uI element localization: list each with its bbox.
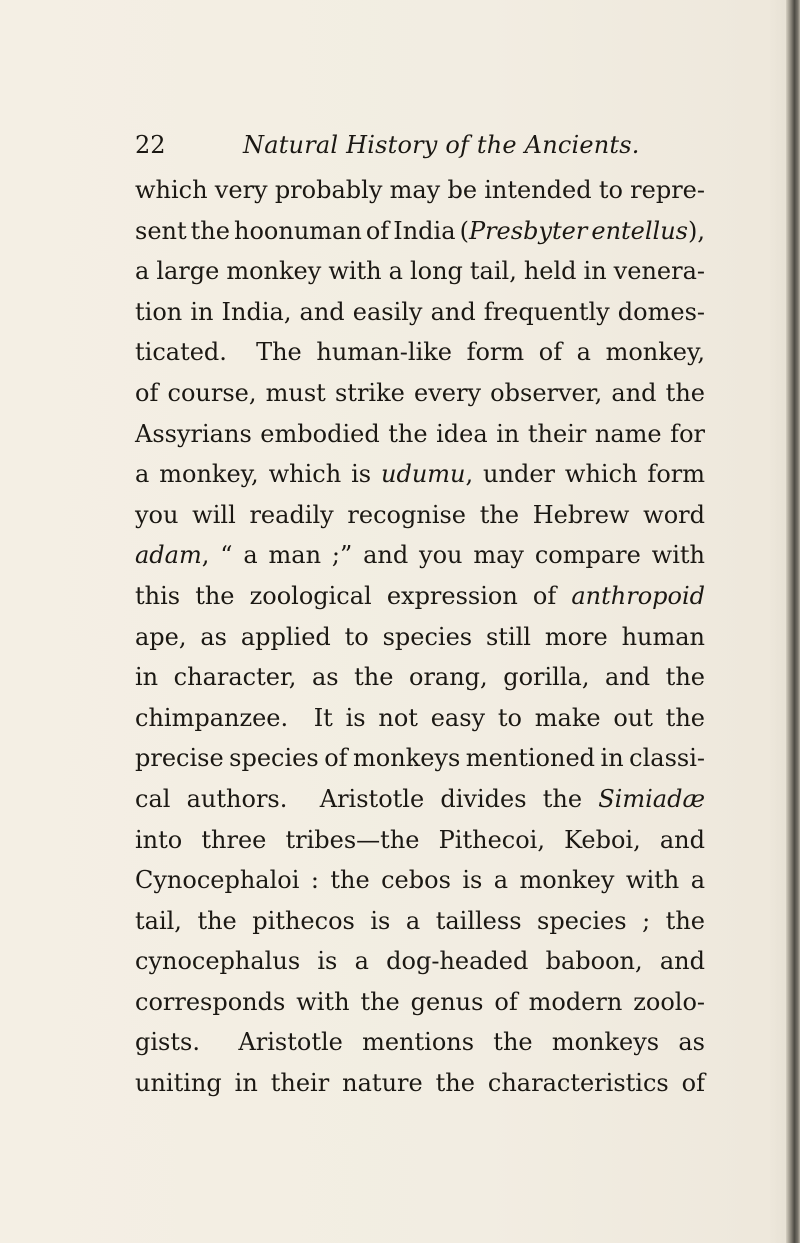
text-line: [135, 495, 705, 536]
line-text: uniting in their nature the characteristics of: [135, 1069, 705, 1098]
line-text: of course, must strike every observer, and the: [135, 378, 705, 407]
body-text: [135, 170, 705, 1104]
text-line: [135, 617, 705, 658]
text-line: [135, 982, 705, 1023]
text-line: [135, 414, 705, 455]
text-line: [135, 170, 705, 211]
text-line: [135, 1063, 705, 1104]
page-number: 22: [135, 131, 166, 159]
line-text: corresponds with the genus of modern zoolo-: [135, 987, 705, 1016]
line-text: which very probably may be intended to repre-: [135, 176, 705, 204]
italic-text: udumu: [381, 460, 466, 489]
line-text: cal authors. Aristotle divides the: [135, 784, 599, 813]
line-text: tail, the pithecos is a tailless species ; the: [135, 906, 705, 935]
line-text: this the zoological expression of: [135, 581, 572, 610]
text-line: [135, 535, 705, 576]
line-text: sent the hoonuman of India (: [135, 216, 469, 245]
text-line: [135, 860, 705, 901]
text-line: [135, 901, 705, 942]
text-line: [135, 738, 705, 779]
line-text: cynocephalus is a dog-headed baboon, and: [135, 947, 705, 976]
text-line: [135, 373, 705, 414]
text-line: [135, 251, 705, 292]
line-text: chimpanzee. It is not easy to make out the: [135, 703, 705, 732]
line-text: you will readily recognise the Hebrew word: [135, 500, 705, 529]
line-text: into three tribes—the Pithecoi, Keboi, and: [135, 825, 705, 854]
line-text: Assyrians embodied the idea in their name for: [135, 419, 705, 448]
line-text: tion in India, and easily and frequently domes-: [135, 297, 705, 326]
italic-text: adam: [135, 541, 202, 570]
text-line: [135, 332, 705, 373]
page-binding-edge: [786, 0, 800, 1243]
line-text: ),: [688, 216, 705, 245]
text-line: [135, 576, 705, 617]
line-text: in character, as the orang, gorilla, and the: [135, 663, 705, 692]
text-line: [135, 820, 705, 861]
italic-text: Simiadæ: [598, 784, 705, 813]
line-text: ape, as applied to species still more human: [135, 622, 705, 651]
italic-text: anthropoid: [571, 581, 705, 610]
running-title: Natural History of the Ancients.: [243, 131, 640, 159]
line-text: , under which form: [465, 460, 705, 489]
text-line: [135, 454, 705, 495]
text-line: [135, 292, 705, 333]
line-text: a large monkey with a long tail, held in venera-: [135, 257, 705, 286]
text-line: [135, 941, 705, 982]
text-line: [135, 779, 705, 820]
line-text: ticated. The human-like form of a monkey,: [135, 338, 705, 367]
text-line: [135, 698, 705, 739]
italic-text: Presbyter entellus: [468, 216, 688, 245]
line-text: a monkey, which is: [135, 460, 381, 489]
line-text: Cynocephaloi : the cebos is a monkey with a: [135, 866, 705, 895]
running-head: [135, 128, 665, 162]
line-text: , “ a man ;” and you may compare with: [201, 541, 705, 570]
text-line: [135, 657, 705, 698]
line-text: precise species of monkeys mentioned in classi-: [135, 744, 705, 773]
text-line: [135, 211, 705, 252]
text-line: [135, 1022, 705, 1063]
line-text: gists. Aristotle mentions the monkeys as: [135, 1028, 705, 1057]
